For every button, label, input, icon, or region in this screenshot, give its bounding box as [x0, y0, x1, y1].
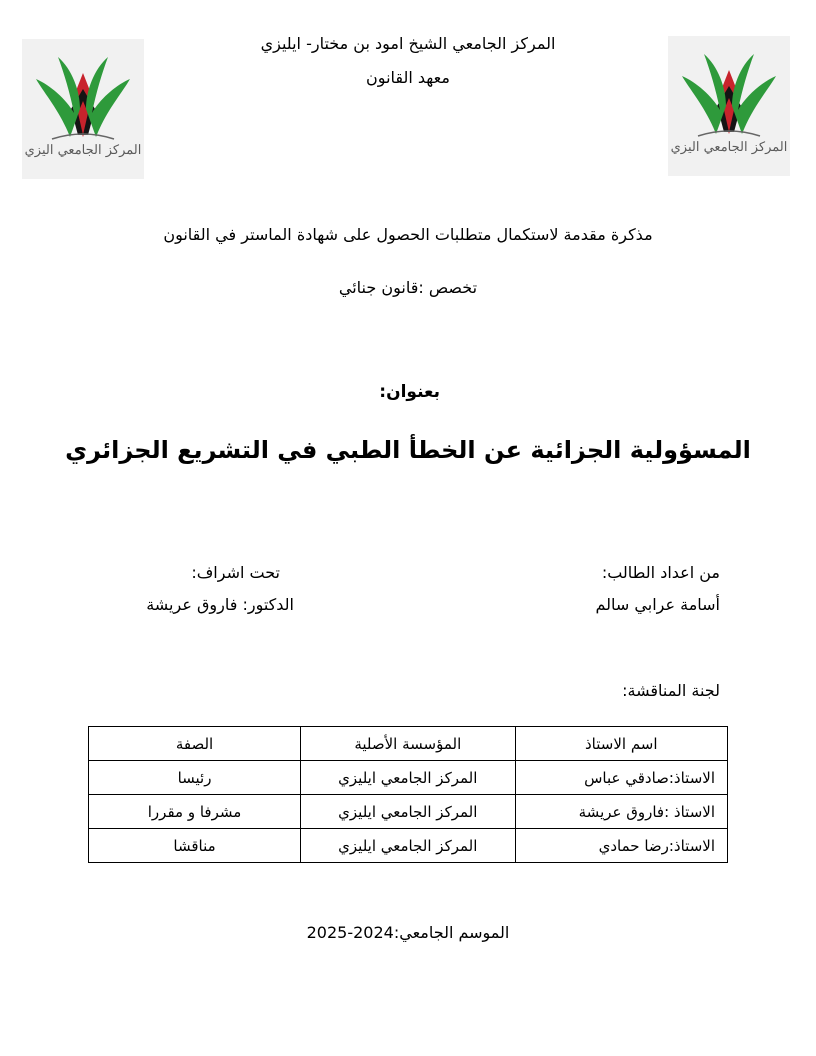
- university-logo-left: [22, 39, 144, 179]
- supervisor-label: تحت اشراف:: [191, 563, 280, 582]
- table-row: [89, 829, 728, 863]
- member-role: رئيسا: [89, 761, 301, 795]
- institution-name: المركز الجامعي الشيخ امود بن مختار- ايليزي: [260, 34, 556, 53]
- member-institution: المركز الجامعي ايليزي: [301, 829, 515, 863]
- column-header-institution: المؤسسة الأصلية: [301, 727, 515, 761]
- logo-caption: المركز الجامعي اليزي: [670, 140, 788, 155]
- member-institution: المركز الجامعي ايليزي: [301, 761, 515, 795]
- university-logo-right: [668, 36, 790, 176]
- specialization: تخصص :قانون جنائي: [338, 278, 478, 297]
- member-name: الاستاذ:رضا حمادي: [515, 829, 727, 863]
- member-role: مناقشا: [89, 829, 301, 863]
- member-name: الاستاذ :فاروق عريشة: [515, 795, 727, 829]
- committee-table: [88, 726, 728, 863]
- institute-name: معهد القانون: [366, 68, 450, 87]
- thesis-title: المسؤولية الجزائية عن الخطأ الطبي في التشريع الجزائري: [65, 436, 751, 464]
- column-header-role: الصفة: [89, 727, 301, 761]
- member-role: مشرفا و مقررا: [89, 795, 301, 829]
- university-emblem-icon: [22, 39, 144, 179]
- academic-season: الموسم الجامعي:2024-2025: [306, 923, 510, 942]
- supervisor-name: الدكتور: فاروق عريشة: [146, 595, 294, 614]
- member-name: الاستاذ:صادقي عباس: [515, 761, 727, 795]
- table-header-row: [89, 727, 728, 761]
- table-row: [89, 795, 728, 829]
- title-label: بعنوان:: [379, 382, 440, 402]
- committee-label: لجنة المناقشة:: [622, 681, 720, 700]
- column-header-name: اسم الاستاذ: [515, 727, 727, 761]
- logo-caption: المركز الجامعي اليزي: [24, 143, 142, 158]
- university-emblem-icon: [668, 36, 790, 176]
- student-name: أسامة عرابي سالم: [595, 595, 720, 614]
- memo-purpose: مذكرة مقدمة لاستكمال متطلبات الحصول على شهادة الماستر في القانون: [163, 225, 653, 244]
- member-institution: المركز الجامعي ايليزي: [301, 795, 515, 829]
- table-row: [89, 761, 728, 795]
- student-label: من اعداد الطالب:: [601, 563, 720, 582]
